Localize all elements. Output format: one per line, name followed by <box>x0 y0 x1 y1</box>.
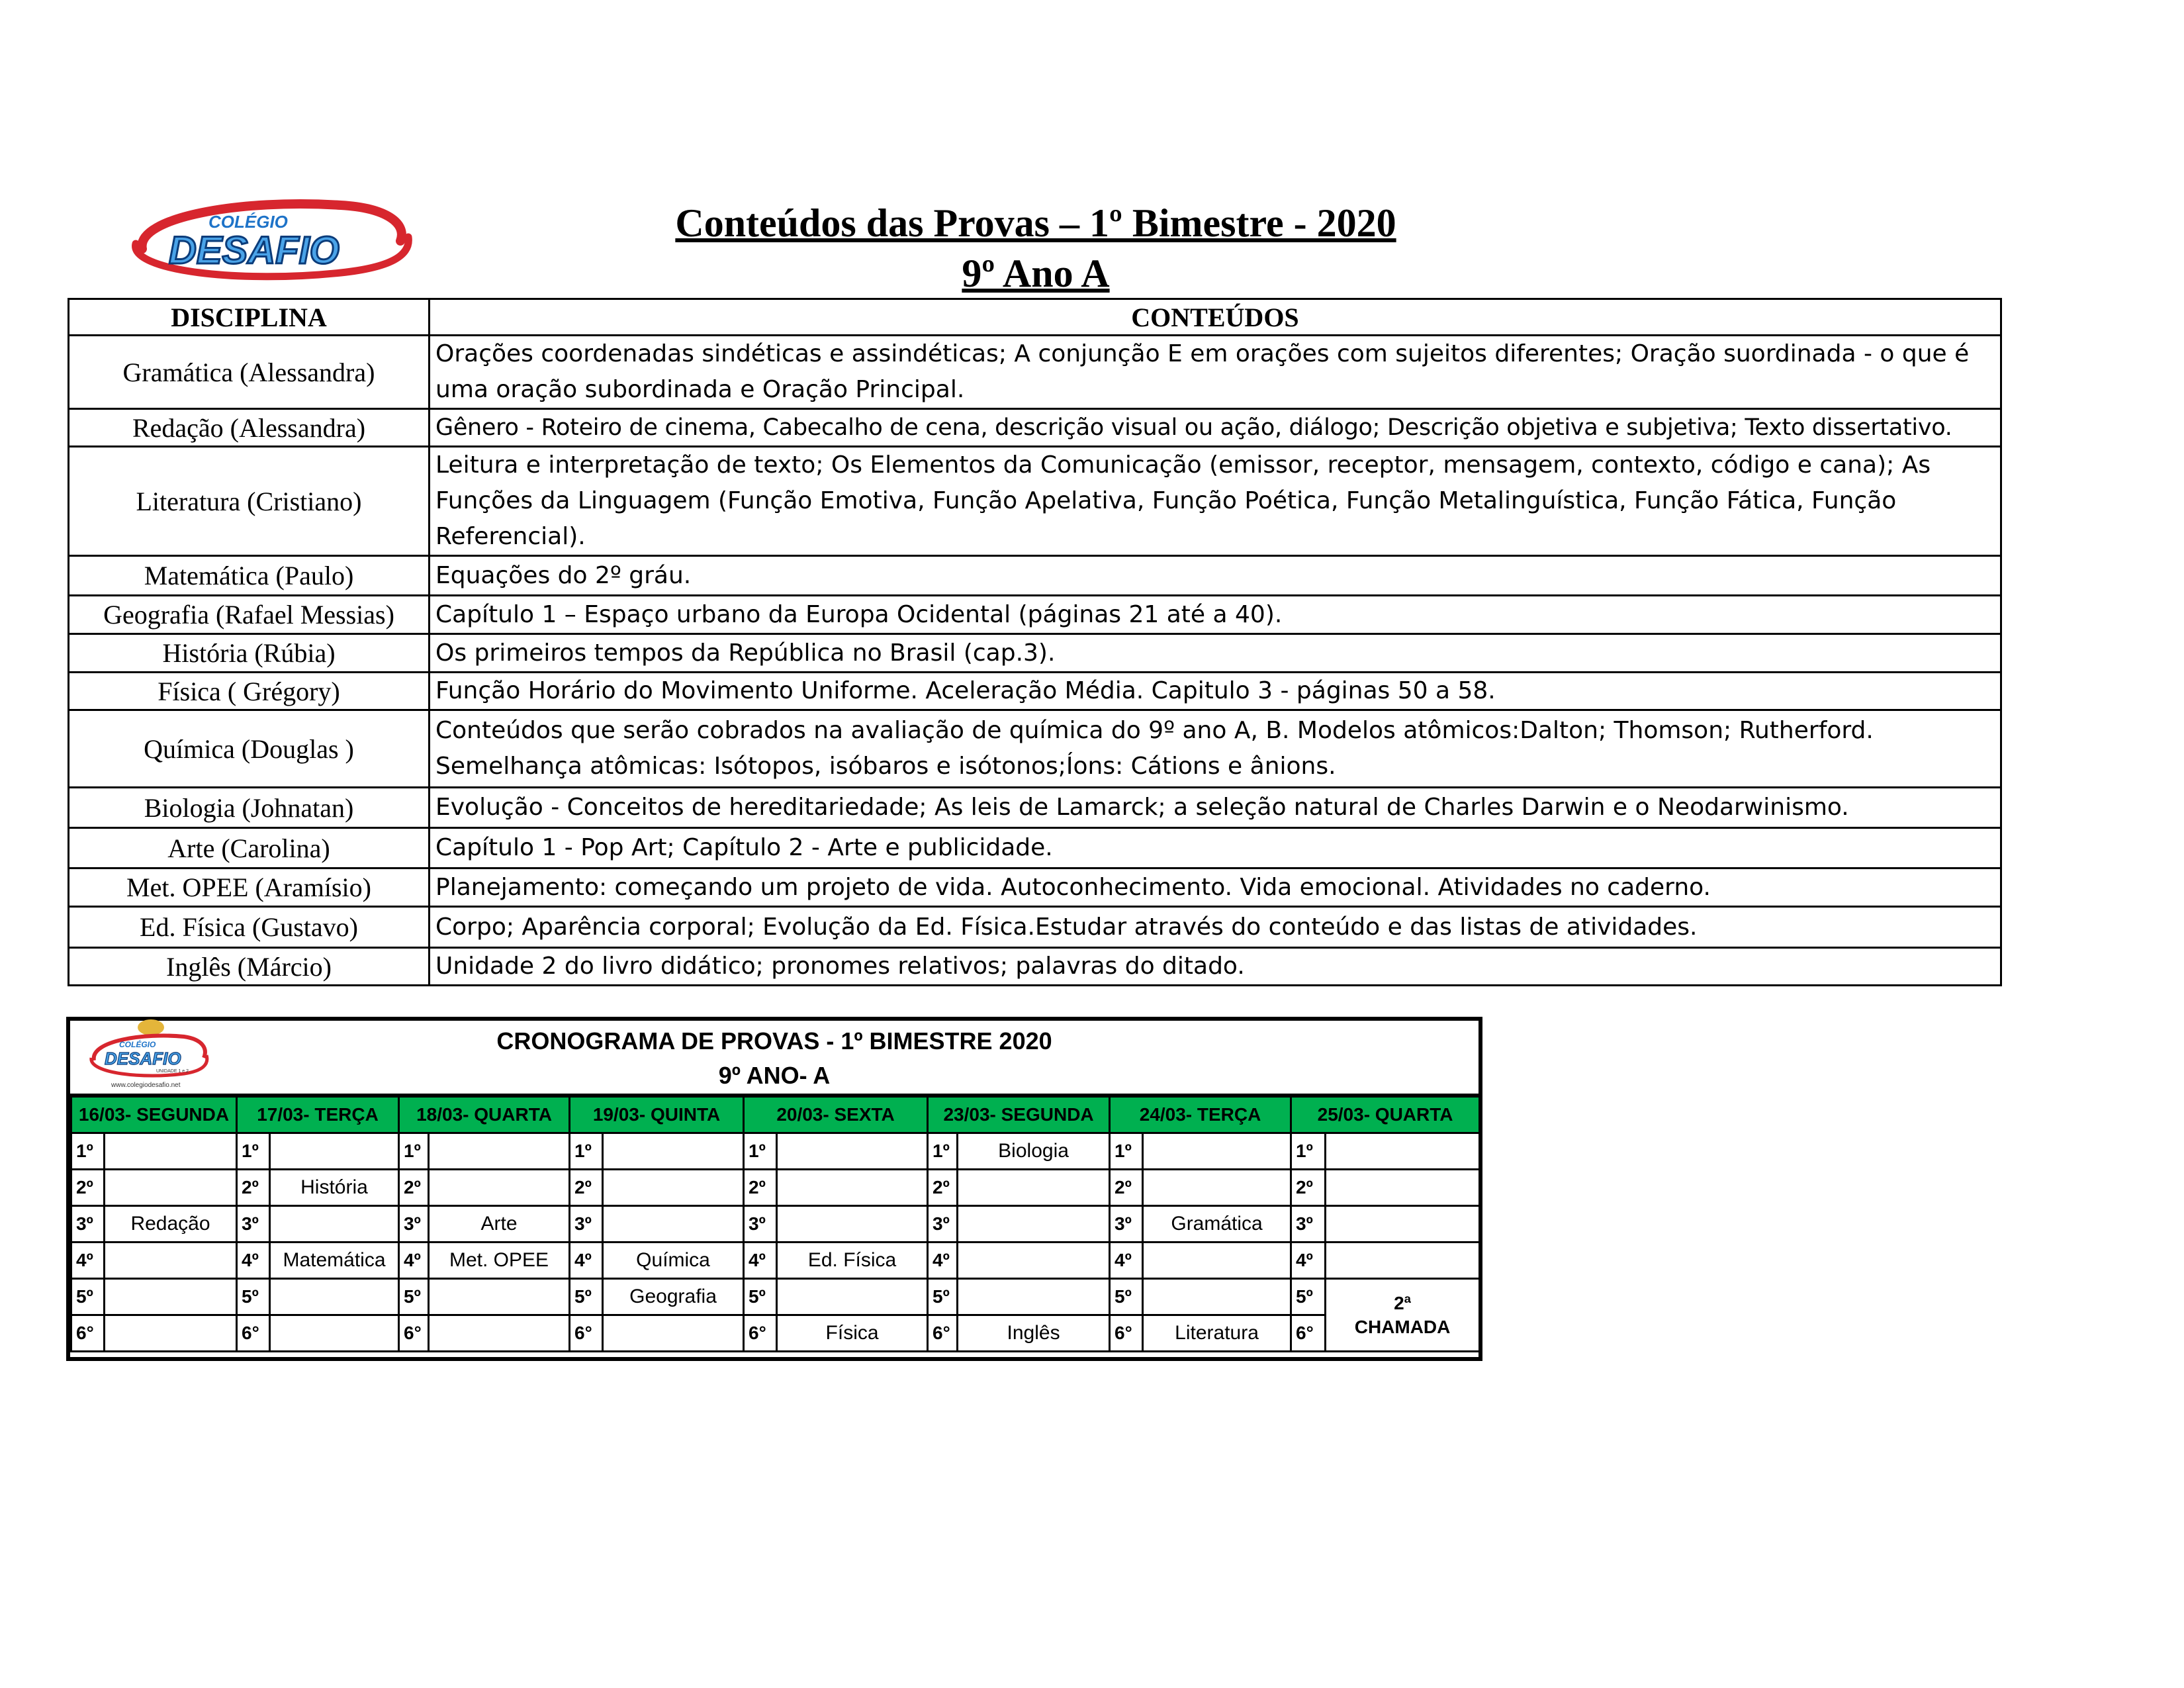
exam-subject-cell <box>105 1133 237 1170</box>
period-label: 2º <box>71 1170 105 1206</box>
second-call-line2: CHAMADA <box>1354 1316 1451 1337</box>
exam-subject-cell: Matemática <box>270 1243 399 1279</box>
day-header: 23/03- SEGUNDA <box>928 1097 1110 1133</box>
table-row <box>69 828 2001 868</box>
period-label: 2º <box>1291 1170 1326 1206</box>
period-label: 3º <box>570 1206 603 1243</box>
exam-subject-cell: Redação <box>105 1206 237 1243</box>
discipline-cell: Física ( Grégory) <box>69 673 430 710</box>
exam-subject-cell: História <box>270 1170 399 1206</box>
discipline-cell: Met. OPEE (Aramísio) <box>69 868 430 907</box>
discipline-cell: Inglês (Márcio) <box>69 948 430 986</box>
period-row <box>71 1206 1480 1243</box>
table-row <box>69 673 2001 710</box>
exam-subject-cell <box>603 1170 744 1206</box>
schedule-logo <box>85 1018 210 1091</box>
schedule-header <box>70 1021 1479 1096</box>
content-cell: Planejamento: começando um projeto de vida. Autoconhecimento. Vida emocional. Atividades no caderno. <box>430 868 2001 907</box>
table-row <box>69 556 2001 596</box>
exam-subject-cell <box>603 1133 744 1170</box>
exam-subject-cell: Met. OPEE <box>429 1243 570 1279</box>
period-label: 5º <box>237 1279 270 1315</box>
page-subtitle: 9º Ano A <box>962 252 1110 295</box>
exam-subject-cell <box>1326 1206 1480 1243</box>
content-cell: Os primeiros tempos da República no Brasil (cap.3). <box>430 634 2001 673</box>
discipline-cell: Matemática (Paulo) <box>69 556 430 596</box>
period-row <box>71 1243 1480 1279</box>
period-label: 5º <box>570 1279 603 1315</box>
period-label: 3º <box>71 1206 105 1243</box>
exam-subject-cell <box>777 1279 928 1315</box>
exam-subject-cell <box>270 1279 399 1315</box>
content-cell: Evolução - Conceitos de hereditariedade; As leis de Lamarck; a seleção natural de Charles Darwin e o Neodarwinismo. <box>430 788 2001 828</box>
period-label: 1º <box>71 1133 105 1170</box>
period-label: 6° <box>570 1315 603 1352</box>
svg-text:UNIDADE 1 e 2: UNIDADE 1 e 2 <box>156 1069 189 1074</box>
period-label: 3º <box>237 1206 270 1243</box>
period-label: 6° <box>928 1315 958 1352</box>
table-row <box>69 907 2001 948</box>
exam-subject-cell: Física <box>777 1315 928 1352</box>
exam-subject-cell <box>958 1206 1110 1243</box>
period-label: 2º <box>1110 1170 1143 1206</box>
table-row <box>69 710 2001 788</box>
exam-subject-cell <box>603 1315 744 1352</box>
content-cell: Orações coordenadas sindéticas e assindéticas; A conjunção E em orações com sujeitos diferentes; Oração suordinada - o que é uma oração subordinada e Oração Principal. <box>430 336 2001 409</box>
content-cell: Unidade 2 do livro didático; pronomes relativos; palavras do ditado. <box>430 948 2001 986</box>
exam-subject-cell <box>105 1243 237 1279</box>
content-cell: Gênero - Roteiro de cinema, Cabecalho de cena, descrição visual ou ação, diálogo; Descrição objetiva e subjetiva; Texto dissertativo. <box>430 409 2001 447</box>
discipline-cell: Literatura (Cristiano) <box>69 447 430 556</box>
exam-subject-cell <box>429 1315 570 1352</box>
period-label: 3º <box>928 1206 958 1243</box>
period-label: 3º <box>1110 1206 1143 1243</box>
table-row <box>69 336 2001 409</box>
school-logo <box>122 197 414 283</box>
exam-subject-cell <box>105 1315 237 1352</box>
discipline-cell: Geografia (Rafael Messias) <box>69 596 430 634</box>
schedule-grid <box>70 1096 1480 1352</box>
exam-schedule <box>66 1017 1482 1361</box>
exam-subject-cell <box>958 1243 1110 1279</box>
period-label: 1º <box>570 1133 603 1170</box>
period-label: 4º <box>399 1243 429 1279</box>
day-header: 16/03- SEGUNDA <box>71 1097 237 1133</box>
exam-subject-cell <box>429 1133 570 1170</box>
exam-subject-cell <box>270 1206 399 1243</box>
contents-header-row <box>69 299 2001 336</box>
table-row <box>69 948 2001 986</box>
period-label: 6° <box>399 1315 429 1352</box>
content-cell: Conteúdos que serão cobrados na avaliação de química do 9º ano A, B. Modelos atômicos:Dalton; Thomson; Rutherford. Semelhança atômicas: Isótopos, isóbaros e isótonos;Íons: Cátions e ânions. <box>430 710 2001 788</box>
period-label: 3º <box>744 1206 777 1243</box>
exam-subject-cell: Biologia <box>958 1133 1110 1170</box>
day-header: 17/03- TERÇA <box>237 1097 399 1133</box>
table-row <box>69 868 2001 907</box>
table-row <box>69 634 2001 673</box>
content-cell: Função Horário do Movimento Uniforme. Aceleração Média. Capitulo 3 - páginas 50 a 58. <box>430 673 2001 710</box>
period-label: 5º <box>1291 1279 1326 1315</box>
period-row <box>71 1315 1480 1352</box>
discipline-cell: História (Rúbia) <box>69 634 430 673</box>
discipline-cell: Química (Douglas ) <box>69 710 430 788</box>
exam-subject-cell <box>1326 1243 1480 1279</box>
header-conteudos: CONTEÚDOS <box>430 299 2001 336</box>
day-header: 20/03- SEXTA <box>744 1097 928 1133</box>
content-cell: Capítulo 1 – Espaço urbano da Europa Ocidental (páginas 21 até a 40). <box>430 596 2001 634</box>
period-label: 4º <box>1291 1243 1326 1279</box>
period-label: 6° <box>744 1315 777 1352</box>
exam-subject-cell <box>105 1279 237 1315</box>
day-header-row <box>71 1097 1480 1133</box>
svg-text:COLÉGIO: COLÉGIO <box>119 1040 156 1049</box>
period-label: 6° <box>71 1315 105 1352</box>
second-call-cell <box>1326 1279 1480 1352</box>
exam-subject-cell <box>1143 1279 1291 1315</box>
discipline-cell: Ed. Física (Gustavo) <box>69 907 430 948</box>
exam-subject-cell: Literatura <box>1143 1315 1291 1352</box>
discipline-cell: Redação (Alessandra) <box>69 409 430 447</box>
period-label: 5º <box>71 1279 105 1315</box>
exam-subject-cell <box>1326 1133 1480 1170</box>
period-label: 1º <box>399 1133 429 1170</box>
exam-subject-cell: Geografia <box>603 1279 744 1315</box>
table-row <box>69 409 2001 447</box>
day-header: 24/03- TERÇA <box>1110 1097 1291 1133</box>
period-label: 2º <box>928 1170 958 1206</box>
exam-subject-cell <box>1326 1170 1480 1206</box>
period-label: 3º <box>1291 1206 1326 1243</box>
period-label: 5º <box>928 1279 958 1315</box>
period-label: 3º <box>399 1206 429 1243</box>
exam-subject-cell <box>270 1315 399 1352</box>
period-row <box>71 1279 1480 1315</box>
exam-subject-cell <box>105 1170 237 1206</box>
period-label: 2º <box>399 1170 429 1206</box>
second-call-line1: 2ª <box>1394 1292 1412 1313</box>
schedule-subtitle: 9º ANO- A <box>718 1062 831 1089</box>
content-cell: Capítulo 1 - Pop Art; Capítulo 2 - Arte e publicidade. <box>430 828 2001 868</box>
period-label: 1º <box>928 1133 958 1170</box>
exam-subject-cell <box>1143 1243 1291 1279</box>
exam-subject-cell: Inglês <box>958 1315 1110 1352</box>
period-label: 4º <box>570 1243 603 1279</box>
svg-text:DESAFIO: DESAFIO <box>105 1049 181 1068</box>
period-label: 4º <box>744 1243 777 1279</box>
period-label: 2º <box>744 1170 777 1206</box>
exam-subject-cell <box>429 1279 570 1315</box>
svg-text:DESAFIO: DESAFIO <box>169 229 340 272</box>
period-label: 1º <box>237 1133 270 1170</box>
content-cell: Leitura e interpretação de texto; Os Elementos da Comunicação (emissor, receptor, mensagem, contexto, código e cana); As Funções da Linguagem (Função Emotiva, Função Apelativa, Função Poética, Função Metalinguística, Função Fática, Função Referencial). <box>430 447 2001 556</box>
period-label: 1º <box>1291 1133 1326 1170</box>
period-label: 2º <box>237 1170 270 1206</box>
day-header: 19/03- QUINTA <box>570 1097 744 1133</box>
content-cell: Corpo; Aparência corporal; Evolução da Ed. Física.Estudar através do conteúdo e das listas de atividades. <box>430 907 2001 948</box>
period-label: 5º <box>744 1279 777 1315</box>
period-label: 6° <box>1291 1315 1326 1352</box>
table-row <box>69 447 2001 556</box>
day-header: 18/03- QUARTA <box>399 1097 570 1133</box>
period-label: 4º <box>1110 1243 1143 1279</box>
exam-subject-cell <box>777 1133 928 1170</box>
svg-text:COLÉGIO: COLÉGIO <box>208 212 288 232</box>
exam-subject-cell: Ed. Física <box>777 1243 928 1279</box>
table-row <box>69 596 2001 634</box>
content-cell: Equações do 2º gráu. <box>430 556 2001 596</box>
discipline-cell: Biologia (Johnatan) <box>69 788 430 828</box>
discipline-cell: Arte (Carolina) <box>69 828 430 868</box>
schedule-title: CRONOGRAMA DE PROVAS - 1º BIMESTRE 2020 <box>496 1027 1052 1055</box>
period-label: 1º <box>744 1133 777 1170</box>
exam-subject-cell <box>429 1170 570 1206</box>
period-label: 2º <box>570 1170 603 1206</box>
page-title: Conteúdos das Provas – 1º Bimestre - 2020 <box>675 201 1396 245</box>
period-row <box>71 1170 1480 1206</box>
period-label: 6° <box>1110 1315 1143 1352</box>
contents-table <box>68 298 2002 986</box>
period-label: 4º <box>71 1243 105 1279</box>
exam-subject-cell <box>958 1279 1110 1315</box>
exam-subject-cell: Gramática <box>1143 1206 1291 1243</box>
period-label: 5º <box>399 1279 429 1315</box>
period-row <box>71 1133 1480 1170</box>
day-header: 25/03- QUARTA <box>1291 1097 1480 1133</box>
period-label: 6° <box>237 1315 270 1352</box>
exam-subject-cell <box>270 1133 399 1170</box>
table-row <box>69 788 2001 828</box>
svg-text:www.colegiodesafio.net: www.colegiodesafio.net <box>111 1082 181 1089</box>
exam-subject-cell <box>1143 1133 1291 1170</box>
exam-subject-cell <box>603 1206 744 1243</box>
exam-subject-cell <box>958 1170 1110 1206</box>
period-label: 5º <box>1110 1279 1143 1315</box>
period-label: 4º <box>928 1243 958 1279</box>
exam-subject-cell: Química <box>603 1243 744 1279</box>
exam-subject-cell <box>777 1206 928 1243</box>
period-label: 4º <box>237 1243 270 1279</box>
period-label: 1º <box>1110 1133 1143 1170</box>
discipline-cell: Gramática (Alessandra) <box>69 336 430 409</box>
exam-subject-cell <box>1143 1170 1291 1206</box>
exam-subject-cell <box>777 1170 928 1206</box>
exam-subject-cell: Arte <box>429 1206 570 1243</box>
header-disciplina: DISCIPLINA <box>69 299 430 336</box>
